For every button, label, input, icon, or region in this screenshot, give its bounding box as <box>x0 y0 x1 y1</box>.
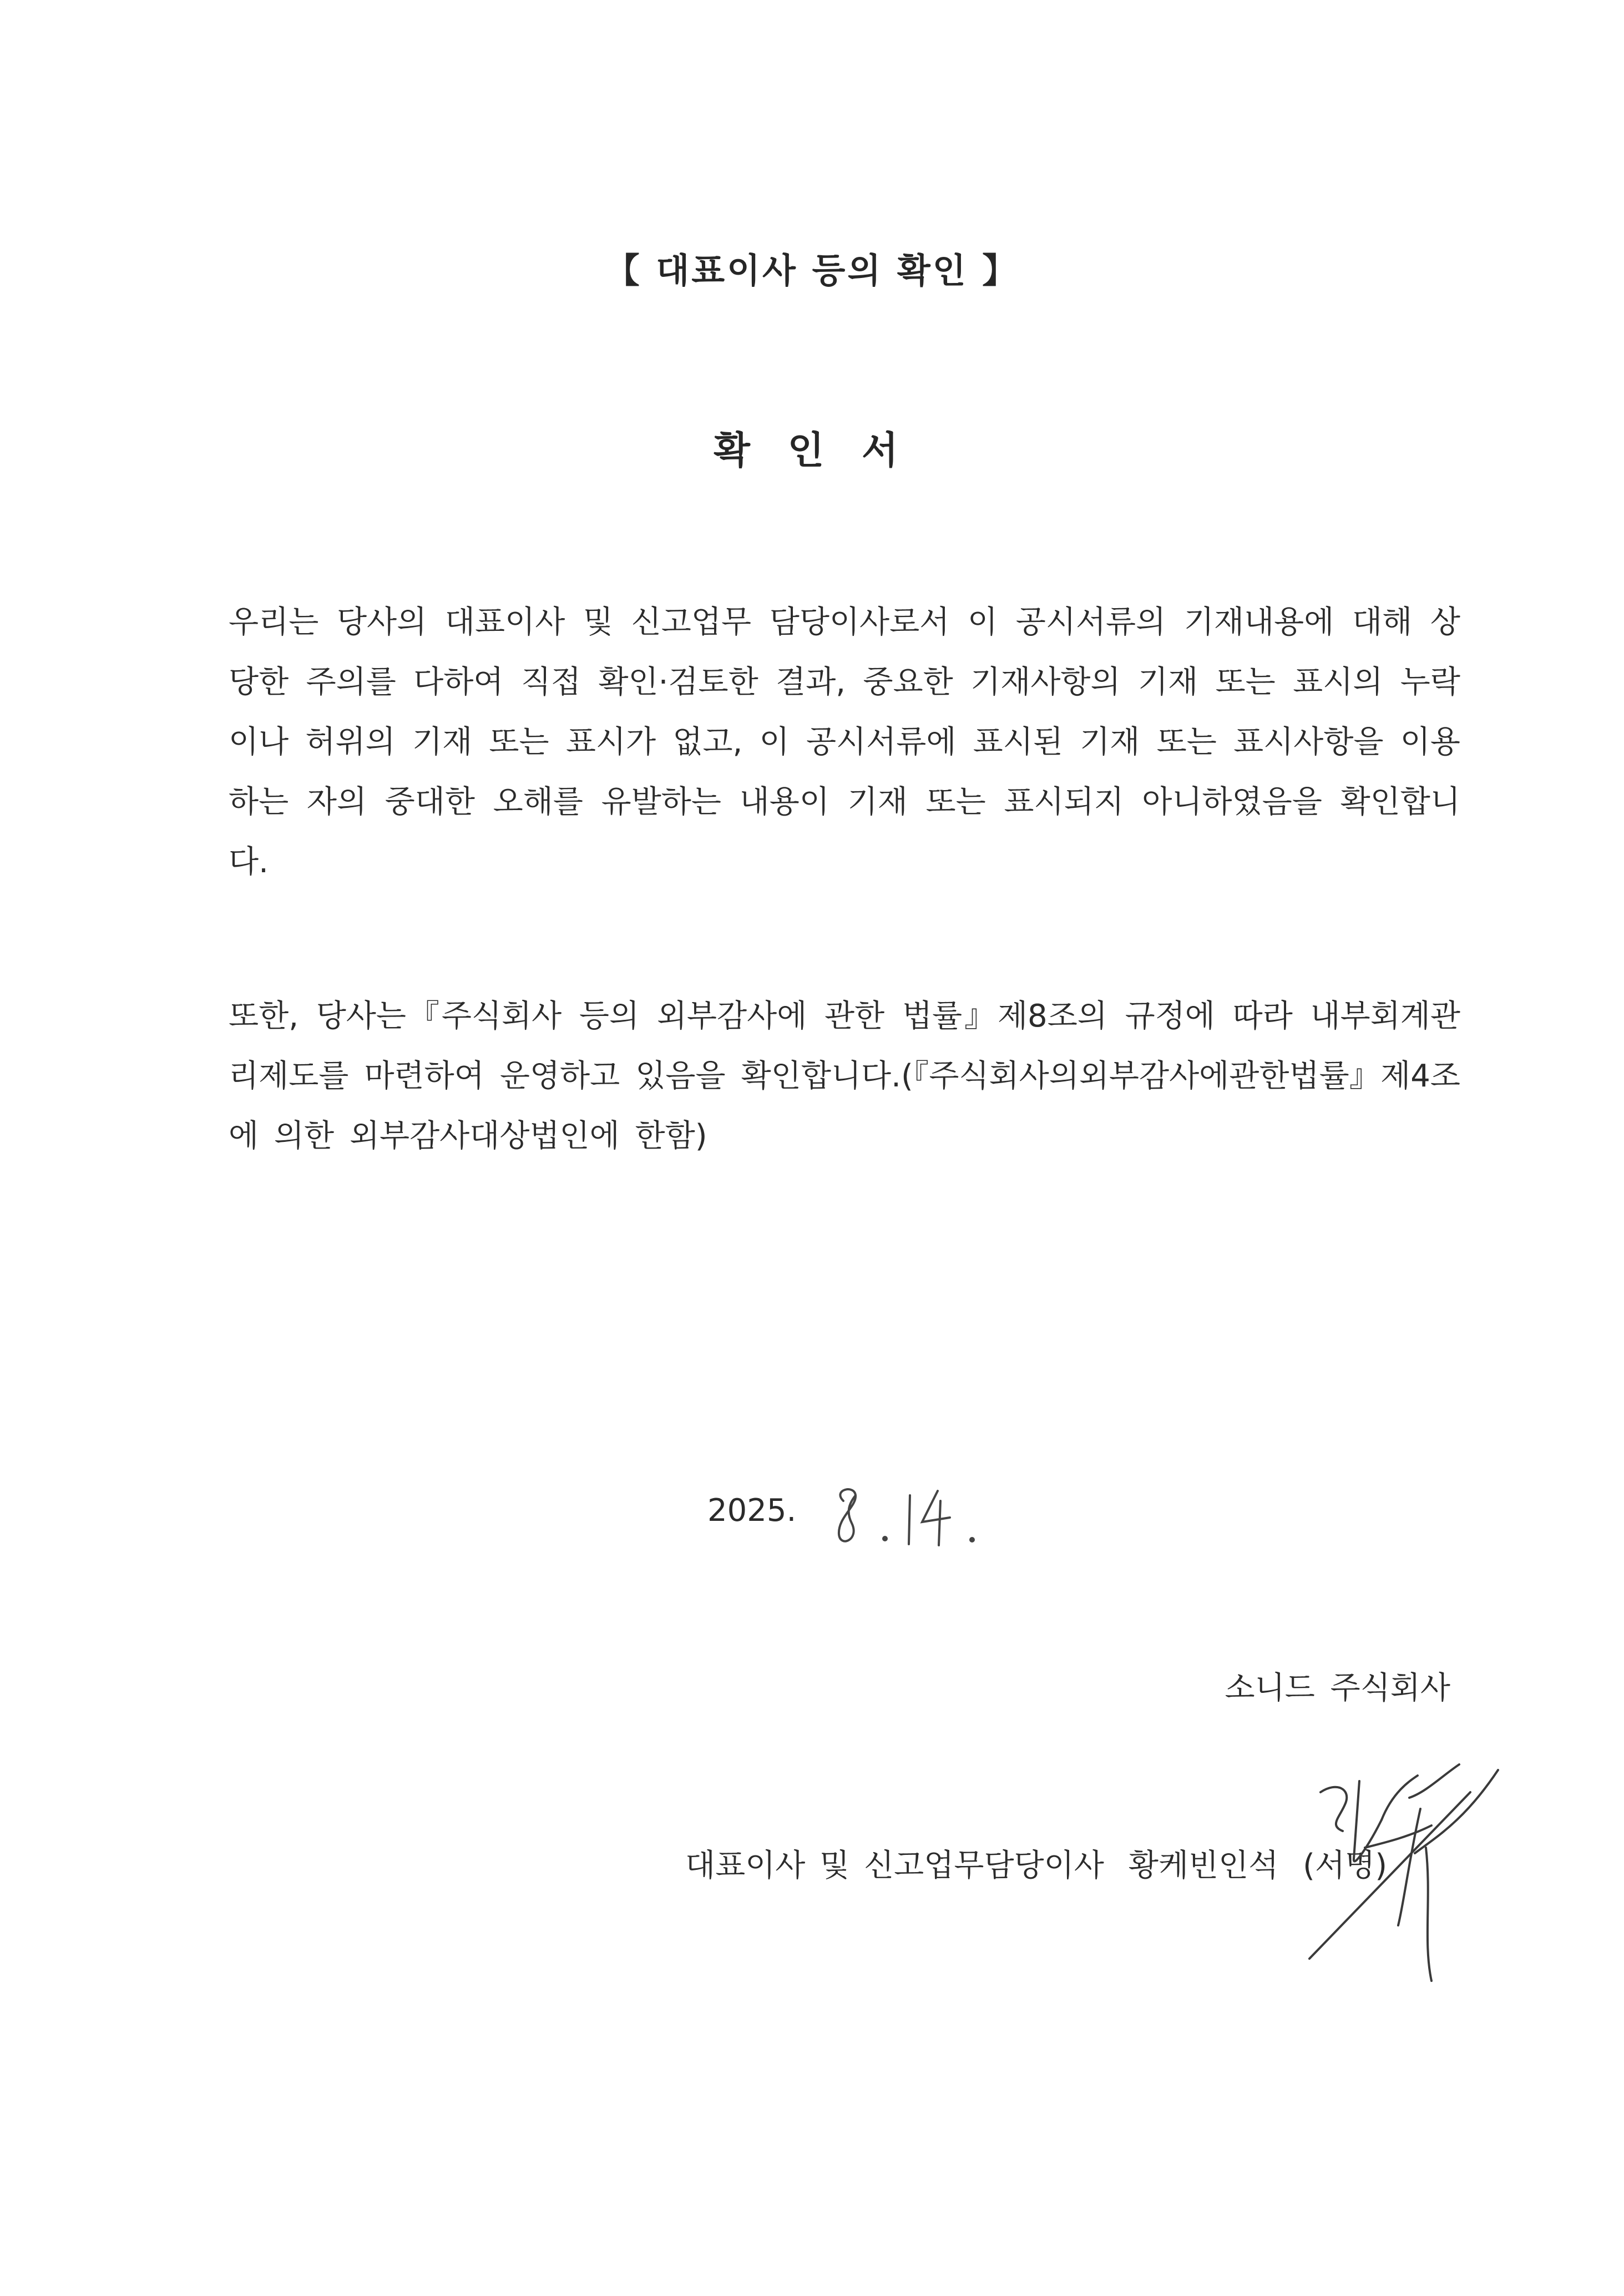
date-printed-year: 2025. <box>707 1493 797 1529</box>
internal-control-paragraph: 또한, 당사는『주식회사 등의 외부감사에 관한 법률』제8조의 규정에 따라 내부회계관리제도를 마련하여 운영하고 있음을 확인합니다.(『주식회사의외부감사에관한법률』제4조에 의한 외부감사대상법인에 한함) <box>229 998 1460 1154</box>
handwritten-date <box>827 1479 982 1556</box>
handwritten-day <box>909 1491 950 1545</box>
section-header: 【 대표이사 등의 확인 】 <box>605 250 1019 291</box>
signer-line <box>685 1841 1387 1885</box>
signer-name: 황케빈인석 <box>1128 1848 1279 1884</box>
document-title: 확 인 서 <box>714 429 910 473</box>
handwritten-dot-1 <box>882 1536 888 1541</box>
sign-label: (서명) <box>1303 1848 1388 1884</box>
handwritten-signature <box>1298 1759 1509 1992</box>
signer-role: 대표이사 및 신고업무담당이사 <box>685 1848 1104 1884</box>
company-name: 소니드 주식회사 <box>1225 1670 1450 1706</box>
handwritten-month <box>839 1489 856 1541</box>
confirmation-paragraph: 우리는 당사의 대표이사 및 신고업무 담당이사로서 이 공시서류의 기재내용에 대해 상당한 주의를 다하여 직접 확인·검토한 결과, 중요한 기재사항의 기재 또는 표시의 누락이나 허위의 기재 또는 표시가 없고, 이 공시서류에 표시된 기재 또는 표시사항을 이용하는 자의 중대한 오해를 유발하는 내용이 기재 또는 표시되지 아니하였음을 확인합니다. <box>229 604 1460 880</box>
handwritten-dot-2 <box>969 1537 975 1543</box>
